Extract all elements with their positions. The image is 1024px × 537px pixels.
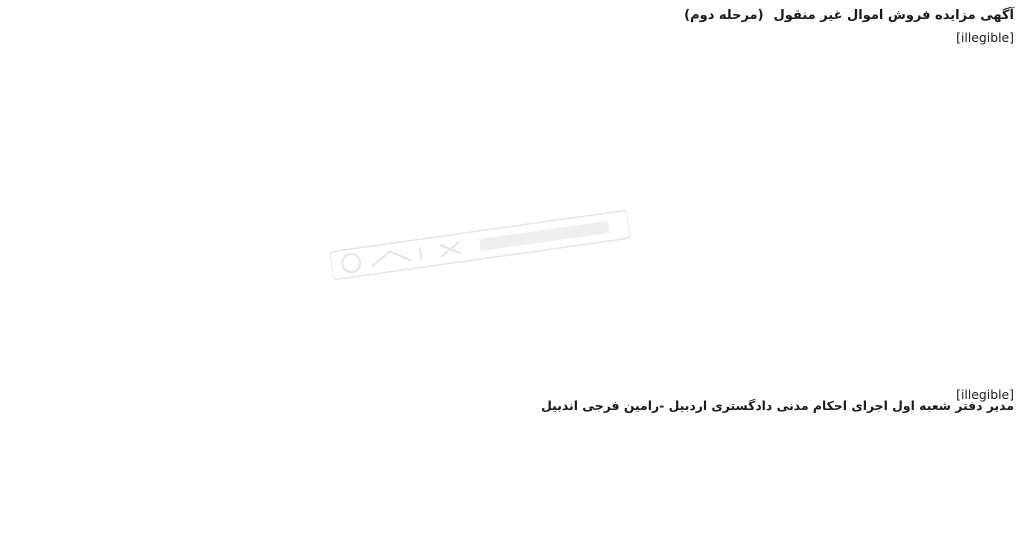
notice-stage: (مرحله دوم) [684,8,764,23]
notice-header [10,6,1014,28]
notice-title: آگهی مزایده فروش اموال غیر منقول [773,8,1014,23]
notice-paragraph-2: [illegible] [956,387,1014,402]
notice-paragraph-1: [illegible] [956,30,1014,45]
notice-signature: مدیر دفتر شعبه اول اجرای احکام مدنی دادگستری اردبیل -رامین فرجی اندبیل [541,398,1014,413]
